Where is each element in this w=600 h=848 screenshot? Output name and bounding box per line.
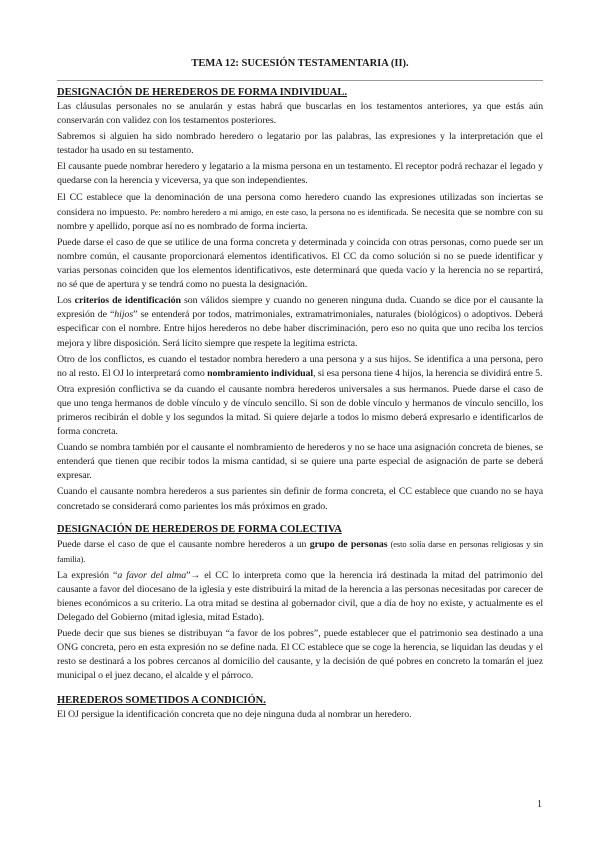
text-run: son válidos siempre y cuando no generen ninguna duda. Cuando se dice por el causante la expresión de “	[57, 295, 544, 321]
paragraph: Cuando el causante nombra herederos a sus parientes sin definir de forma concreta, el CC establece que cuando no se haya concretado se considerará como parientes los más próximos en grado.	[57, 486, 543, 512]
text-run: ”→ el CC lo interpreta como que la herencia irá destinada la mitad del patrimonio del causante a favor del diocesano de la iglesia y este distribuirá la mitad de la herencia a las personas necesitadas por carecer de bienes económicos a su criterio. La otra mitad se destina al gobernador civil, que a día de hoy no existe, y actualmente es el Delegado del Gobierno (mitad iglesia, mitad Estado).	[57, 569, 543, 624]
text-run: El CC establece que la denominación de una persona como heredero cuando las expresiones utilizadas son inciertas se considera no impuesto.	[57, 191, 543, 218]
text-run: Se necesita que se nombre con su nombre y apellido, porque así no es nombrado de forma incierta.	[57, 206, 544, 232]
paragraph: Cuando se nombra también por el causante el nombramiento de herederos y no se hace una asignación concreta de bienes, se entenderá que tienen que recibir todos la misma cantidad, si se quiere una parte especial de asignación de parte se deberá expresar.	[57, 442, 543, 482]
section-heading-collective: DESIGNACIÓN DE HEREDEROS DE FORMA COLECTIVA	[57, 523, 342, 535]
text-run: ” se entenderá por todos, matrimoniales, extramatrimoniales, naturales (biológicos) o adoptivos. Deberá especificar con el nombre. Entre hijos herederos no debe haber discriminación, pero eso no quita que uno reciba los tercios mejora y libre disposición. Será lícito siempre que respete la legítima estricta.	[57, 309, 543, 349]
paragraph	[57, 353, 543, 381]
example-note: Pe: nombro heredero a mi amigo, en este caso, la persona no es identificada.	[150, 206, 409, 217]
paragraph: El causante puede nombrar heredero y legatario a la misma persona en un testamento. El receptor podrá rechazar el legado y quedarse con la herencia y viceversa, ya que son independientes.	[57, 161, 543, 187]
text-run: , si esa persona tiene 4 hijos, la herencia se dividirá entre 5.	[313, 367, 543, 379]
document-body	[57, 86, 543, 724]
bold-term: criterios de identificación	[74, 295, 181, 307]
section-individual	[57, 86, 543, 514]
paragraph	[57, 537, 543, 567]
paragraph: Las cláusulas personales no se anularán y estas habrá que buscarlas en los testamentos anteriores, ya que estás aún conservarán con validez con los testamentos posteriores.	[57, 101, 543, 127]
paragraph: El OJ persigue la identificación concreta que no deje ninguna duda al nombrar un heredero.	[57, 708, 412, 720]
text-run: La expresión “	[57, 569, 118, 581]
bold-term: nombramiento individual	[207, 367, 314, 379]
paragraph: Puede darse el caso de que se utilice de una forma concreta y determinada y coincida con otras personas, como puede ser un nombre común, el causante proporcionará elementos identificativos. El CC da como solución si no se puede identificar y varias personas coinciden que los elementos identificativos, este determinará que queda vacío y la herencia no se repartirá, no sé que de apertura y se tendrá como no puesta la designación.	[57, 236, 543, 291]
title-divider	[57, 80, 543, 81]
paragraph	[57, 191, 543, 234]
paragraph: Otra expresión conflictiva se da cuando el causante nombra herederos universales a sus hermanos. Puede darse el caso de que uno tenga hermanos de doble vínculo y de vínculo sencillo. Si son de doble vínculo y hermanos de vínculo sencillo, los primeros recibirán el doble y los segundos la mitad. Si quiere dejarle a todos lo mismo deberá expresarlo e identificarlos de forma concreta.	[57, 383, 543, 438]
text-run: Puede darse el caso de que el causante nombre herederos a un	[57, 538, 310, 550]
text-run: Los	[57, 295, 75, 307]
section-collective	[57, 523, 543, 684]
italic-term: a favor del alma	[117, 569, 187, 581]
paragraph: Sabremos si alguien ha sido nombrado heredero o legatario por las palabras, las expresiones y la interpretación que el testador ha usado en su testamento.	[57, 131, 543, 157]
section-heading-conditional: HEREDEROS SOMETIDOS A CONDICIÓN.	[57, 694, 266, 706]
page-number: 1	[537, 799, 542, 810]
section-conditional	[57, 694, 543, 722]
section-heading-individual: DESIGNACIÓN DE HEREDEROS DE FORMA INDIVIDUAL.	[57, 87, 347, 98]
paragraph	[57, 569, 543, 625]
text-run: Otro de los conflictos, es cuando el testador nombra heredero a una persona y a sus hijos. Se identifica a una persona, pero no al resto. El OJ lo interpretará como	[57, 353, 543, 379]
page-title: TEMA 12: SUCESIÓN TESTAMENTARIA (II).	[191, 58, 409, 69]
bold-term: grupo de personas	[309, 538, 388, 550]
italic-term: hijos	[114, 309, 134, 321]
small-note: (esto solía darse en personas religiosas y sin familia).	[57, 538, 544, 564]
paragraph	[57, 294, 543, 350]
paragraph: Puede decir que sus bienes se distribuyan “a favor de los pobres”, puede establecer que el patrimonio sea destinado a una ONG concreta, pero en esta expresión no se define nada. El CC establece que se coge la herencia, se liquidan las deudas y el resto se destinará a los pobres cercanos al domicilio del causante, y la decisión de qué pobres en concreto la tomarán el juez municipal o el juez decano, el alcalde y el párroco.	[57, 628, 543, 682]
